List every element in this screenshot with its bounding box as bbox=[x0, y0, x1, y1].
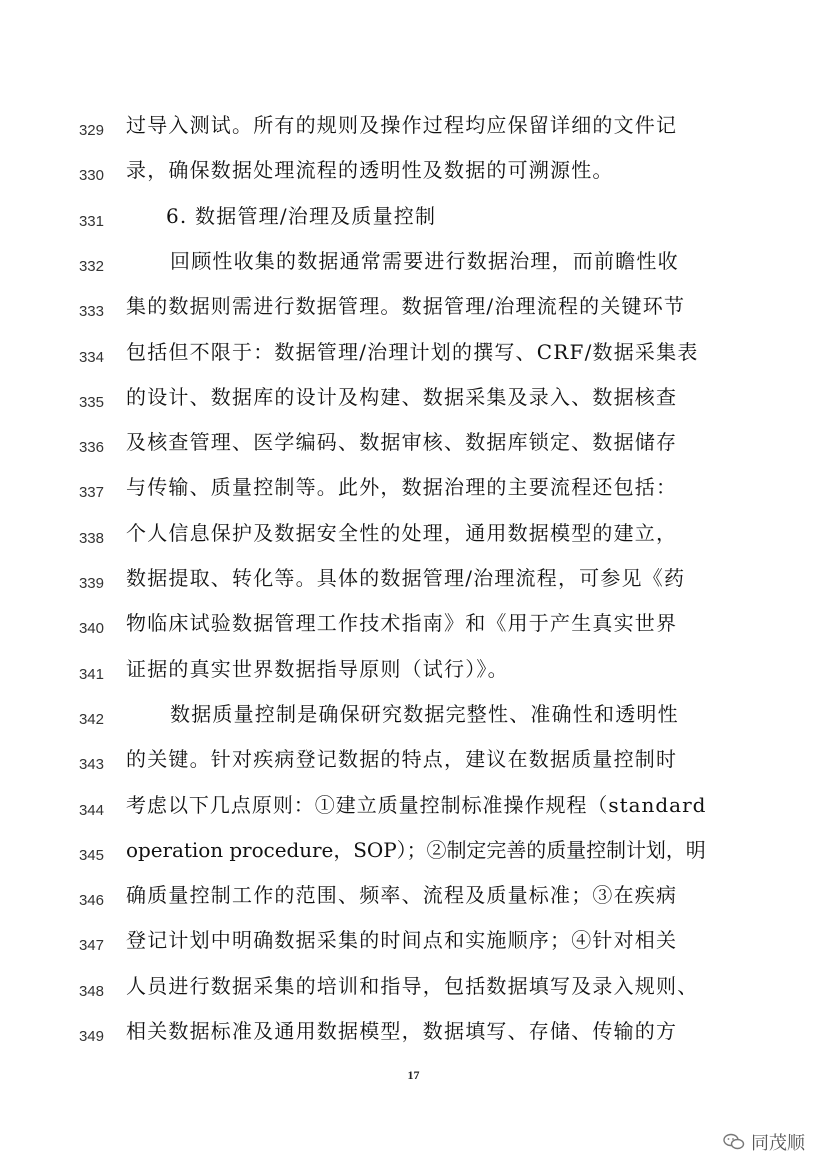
section-heading: 6. 数据管理/治理及质量控制 bbox=[166, 203, 437, 228]
line-number: 338 bbox=[78, 529, 104, 547]
line-text: 集的数据则需进行数据管理。数据管理/治理流程的关键环节 bbox=[126, 294, 686, 319]
line-number: 344 bbox=[78, 801, 104, 819]
text-line bbox=[0, 697, 827, 742]
line-number: 345 bbox=[78, 846, 104, 864]
line-text: operation procedure，SOP）；②制定完善的质量控制计划，明 bbox=[126, 837, 706, 862]
line-text: 数据质量控制是确保研究数据完整性、准确性和透明性 bbox=[170, 701, 679, 726]
wechat-icon bbox=[723, 1133, 745, 1151]
line-number: 342 bbox=[78, 710, 104, 728]
line-number: 347 bbox=[78, 937, 104, 955]
text-line bbox=[0, 425, 827, 470]
line-text: 人员进行数据采集的培训和指导，包括数据填写及录入规则、 bbox=[126, 973, 699, 998]
line-text: 包括但不限于：数据管理/治理计划的撰写、CRF/数据采集表 bbox=[126, 339, 699, 364]
text-line bbox=[0, 1014, 827, 1059]
line-number: 348 bbox=[78, 982, 104, 1000]
text-line bbox=[0, 470, 827, 515]
text-line bbox=[0, 969, 827, 1014]
line-text: 过导入测试。所有的规则及操作过程均应保留详细的文件记 bbox=[126, 113, 678, 137]
line-text: 的关键。针对疾病登记数据的特点，建议在数据质量控制时 bbox=[126, 747, 678, 772]
text-line bbox=[0, 878, 827, 923]
text-line bbox=[0, 833, 827, 878]
line-text: 的设计、数据库的设计及构建、数据采集及录入、数据核查 bbox=[126, 384, 678, 409]
line-text: 证据的真实世界数据指导原则（试行）》。 bbox=[126, 656, 509, 681]
line-number: 335 bbox=[78, 393, 104, 411]
line-number: 343 bbox=[78, 756, 104, 774]
text-line bbox=[0, 289, 827, 334]
text-line bbox=[0, 652, 827, 697]
line-number: 334 bbox=[78, 348, 104, 366]
text-line bbox=[0, 516, 827, 561]
line-text: 个人信息保护及数据安全性的处理，通用数据模型的建立， bbox=[126, 520, 678, 545]
watermark bbox=[723, 1129, 805, 1155]
line-number: 331 bbox=[78, 212, 104, 230]
line-text: 物临床试验数据管理工作技术指南》和《用于产生真实世界 bbox=[126, 611, 678, 636]
text-line bbox=[0, 606, 827, 651]
line-text: 数据提取、转化等。具体的数据管理/治理流程，可参见《药 bbox=[126, 566, 686, 590]
line-number: 340 bbox=[78, 620, 104, 638]
line-number: 336 bbox=[78, 439, 104, 457]
line-number: 332 bbox=[78, 257, 104, 275]
text-line bbox=[0, 335, 827, 380]
text-line bbox=[0, 923, 827, 968]
line-text: 与传输、质量控制等。此外，数据治理的主要流程还包括： bbox=[126, 475, 678, 500]
line-number: 346 bbox=[78, 892, 104, 910]
line-text: 登记计划中明确数据采集的时间点和实施顺序；④针对相关 bbox=[126, 928, 678, 953]
line-text: 相关数据标准及通用数据模型，数据填写、存储、传输的方 bbox=[126, 1019, 678, 1043]
text-line bbox=[0, 788, 827, 833]
line-number: 329 bbox=[78, 122, 104, 139]
line-text: 录，确保数据处理流程的透明性及数据的可溯源性。 bbox=[126, 158, 614, 183]
text-line bbox=[0, 742, 827, 787]
line-number: 337 bbox=[78, 484, 104, 502]
line-text: 确质量控制工作的范围、频率、流程及质量标准；③在疾病 bbox=[126, 883, 678, 908]
line-text: 考虑以下几点原则：①建立质量控制标准操作规程（standard bbox=[126, 792, 707, 817]
text-line bbox=[0, 199, 827, 244]
line-text: 回顾性收集的数据通常需要进行数据治理，而前瞻性收 bbox=[170, 248, 679, 273]
line-number: 341 bbox=[78, 665, 104, 683]
text-line bbox=[0, 561, 827, 606]
line-number: 339 bbox=[78, 575, 104, 592]
text-line bbox=[0, 244, 827, 289]
line-text: 及核查管理、医学编码、数据审核、数据库锁定、数据储存 bbox=[126, 430, 678, 455]
page-number: 17 bbox=[407, 1068, 420, 1082]
line-number: 349 bbox=[78, 1028, 104, 1045]
text-line bbox=[0, 380, 827, 425]
text-line bbox=[0, 108, 827, 153]
line-number: 333 bbox=[78, 303, 104, 321]
text-line bbox=[0, 153, 827, 198]
line-number: 330 bbox=[78, 167, 104, 185]
watermark-text: 同茂顺 bbox=[751, 1133, 805, 1154]
